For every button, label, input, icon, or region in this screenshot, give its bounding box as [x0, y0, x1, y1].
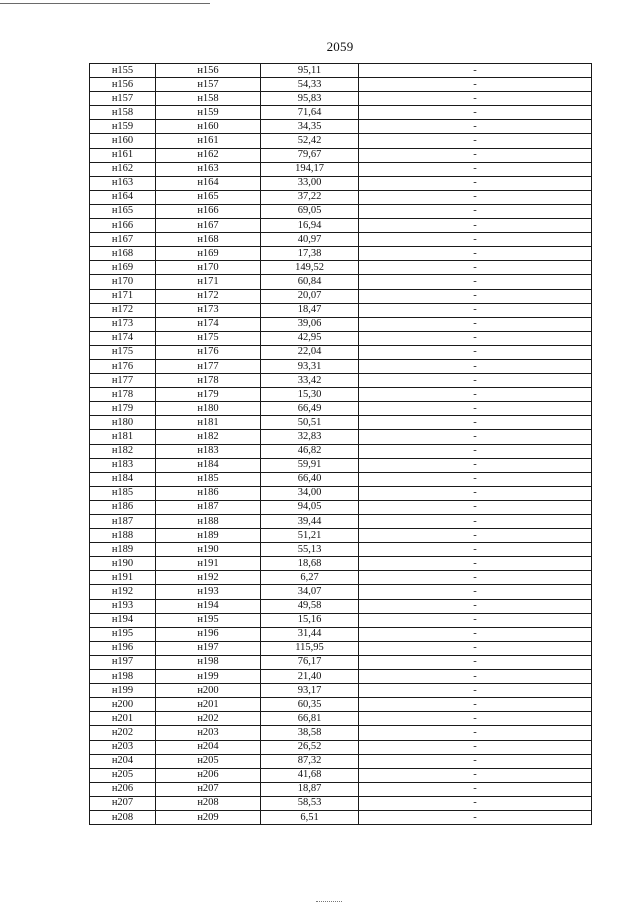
to-point-cell: н161	[156, 134, 261, 148]
to-point-cell: н185	[156, 472, 261, 486]
from-point-cell: н176	[90, 359, 156, 373]
table-row	[90, 416, 592, 430]
to-point-cell: н157	[156, 78, 261, 92]
length-cell: 66,40	[261, 472, 359, 486]
from-point-cell: н155	[90, 64, 156, 78]
from-point-cell: н175	[90, 345, 156, 359]
table-row	[90, 331, 592, 345]
table-row	[90, 599, 592, 613]
to-point-cell: н156	[156, 64, 261, 78]
to-point-cell: н201	[156, 698, 261, 712]
from-point-cell: н186	[90, 500, 156, 514]
length-cell: 32,83	[261, 430, 359, 444]
table-row	[90, 472, 592, 486]
from-point-cell: н183	[90, 458, 156, 472]
table-row	[90, 712, 592, 726]
to-point-cell: н166	[156, 204, 261, 218]
length-cell: 76,17	[261, 655, 359, 669]
to-point-cell: н199	[156, 670, 261, 684]
description-cell: -	[359, 275, 592, 289]
from-point-cell: н199	[90, 684, 156, 698]
description-cell: -	[359, 472, 592, 486]
table-row	[90, 78, 592, 92]
to-point-cell: н173	[156, 303, 261, 317]
table-row	[90, 148, 592, 162]
from-point-cell: н182	[90, 444, 156, 458]
length-cell: 31,44	[261, 627, 359, 641]
to-point-cell: н158	[156, 92, 261, 106]
to-point-cell: н170	[156, 261, 261, 275]
to-point-cell: н160	[156, 120, 261, 134]
from-point-cell: н194	[90, 613, 156, 627]
from-point-cell: н170	[90, 275, 156, 289]
to-point-cell: н194	[156, 599, 261, 613]
to-point-cell: н189	[156, 529, 261, 543]
from-point-cell: н165	[90, 204, 156, 218]
length-cell: 18,87	[261, 782, 359, 796]
description-cell: -	[359, 190, 592, 204]
length-cell: 34,35	[261, 120, 359, 134]
description-cell: -	[359, 219, 592, 233]
description-cell: -	[359, 782, 592, 796]
description-cell: -	[359, 684, 592, 698]
length-cell: 39,06	[261, 317, 359, 331]
table-row	[90, 796, 592, 810]
boundary-segments-table	[89, 63, 592, 825]
length-cell: 52,42	[261, 134, 359, 148]
from-point-cell: н195	[90, 627, 156, 641]
length-cell: 50,51	[261, 416, 359, 430]
description-cell: -	[359, 148, 592, 162]
to-point-cell: н204	[156, 740, 261, 754]
table-row	[90, 810, 592, 824]
table-row	[90, 261, 592, 275]
from-point-cell: н158	[90, 106, 156, 120]
to-point-cell: н205	[156, 754, 261, 768]
length-cell: 18,68	[261, 557, 359, 571]
length-cell: 93,17	[261, 684, 359, 698]
length-cell: 58,53	[261, 796, 359, 810]
page-number: 2059	[326, 39, 354, 54]
length-cell: 33,42	[261, 374, 359, 388]
to-point-cell: н193	[156, 585, 261, 599]
table-row	[90, 515, 592, 529]
table-row	[90, 134, 592, 148]
from-point-cell: н196	[90, 641, 156, 655]
from-point-cell: н202	[90, 726, 156, 740]
table-row	[90, 359, 592, 373]
from-point-cell: н167	[90, 233, 156, 247]
length-cell: 94,05	[261, 500, 359, 514]
table-row	[90, 120, 592, 134]
description-cell: -	[359, 289, 592, 303]
to-point-cell: н192	[156, 571, 261, 585]
to-point-cell: н171	[156, 275, 261, 289]
from-point-cell: н174	[90, 331, 156, 345]
description-cell: -	[359, 374, 592, 388]
table-row	[90, 543, 592, 557]
to-point-cell: н202	[156, 712, 261, 726]
length-cell: 21,40	[261, 670, 359, 684]
description-cell: -	[359, 726, 592, 740]
from-point-cell: н204	[90, 754, 156, 768]
length-cell: 60,35	[261, 698, 359, 712]
length-cell: 66,49	[261, 402, 359, 416]
from-point-cell: н188	[90, 529, 156, 543]
length-cell: 59,91	[261, 458, 359, 472]
description-cell: -	[359, 120, 592, 134]
from-point-cell: н208	[90, 810, 156, 824]
description-cell: -	[359, 655, 592, 669]
description-cell: -	[359, 670, 592, 684]
length-cell: 15,30	[261, 388, 359, 402]
length-cell: 26,52	[261, 740, 359, 754]
description-cell: -	[359, 613, 592, 627]
length-cell: 115,95	[261, 641, 359, 655]
table-row	[90, 557, 592, 571]
to-point-cell: н206	[156, 768, 261, 782]
length-cell: 69,05	[261, 204, 359, 218]
table-row	[90, 768, 592, 782]
from-point-cell: н203	[90, 740, 156, 754]
description-cell: -	[359, 233, 592, 247]
from-point-cell: н197	[90, 655, 156, 669]
description-cell: -	[359, 92, 592, 106]
table-row	[90, 782, 592, 796]
from-point-cell: н206	[90, 782, 156, 796]
to-point-cell: н183	[156, 444, 261, 458]
from-point-cell: н178	[90, 388, 156, 402]
to-point-cell: н176	[156, 345, 261, 359]
description-cell: -	[359, 78, 592, 92]
table-row	[90, 374, 592, 388]
description-cell: -	[359, 754, 592, 768]
from-point-cell: н160	[90, 134, 156, 148]
table-row	[90, 388, 592, 402]
table-row	[90, 500, 592, 514]
length-cell: 22,04	[261, 345, 359, 359]
from-point-cell: н156	[90, 78, 156, 92]
from-point-cell: н180	[90, 416, 156, 430]
table-row	[90, 64, 592, 78]
to-point-cell: н162	[156, 148, 261, 162]
to-point-cell: н200	[156, 684, 261, 698]
description-cell: -	[359, 585, 592, 599]
from-point-cell: н193	[90, 599, 156, 613]
description-cell: -	[359, 402, 592, 416]
length-cell: 20,07	[261, 289, 359, 303]
from-point-cell: н166	[90, 219, 156, 233]
description-cell: -	[359, 247, 592, 261]
description-cell: -	[359, 261, 592, 275]
description-cell: -	[359, 599, 592, 613]
length-cell: 42,95	[261, 331, 359, 345]
table-row	[90, 190, 592, 204]
table-row	[90, 430, 592, 444]
to-point-cell: н172	[156, 289, 261, 303]
length-cell: 46,82	[261, 444, 359, 458]
description-cell: -	[359, 303, 592, 317]
table-row	[90, 176, 592, 190]
to-point-cell: н197	[156, 641, 261, 655]
to-point-cell: н186	[156, 486, 261, 500]
length-cell: 54,33	[261, 78, 359, 92]
to-point-cell: н175	[156, 331, 261, 345]
length-cell: 33,00	[261, 176, 359, 190]
to-point-cell: н188	[156, 515, 261, 529]
from-point-cell: н173	[90, 317, 156, 331]
table-row	[90, 740, 592, 754]
from-point-cell: н161	[90, 148, 156, 162]
description-cell: -	[359, 388, 592, 402]
from-point-cell: н179	[90, 402, 156, 416]
length-cell: 15,16	[261, 613, 359, 627]
description-cell: -	[359, 571, 592, 585]
length-cell: 55,13	[261, 543, 359, 557]
length-cell: 51,21	[261, 529, 359, 543]
to-point-cell: н182	[156, 430, 261, 444]
length-cell: 194,17	[261, 162, 359, 176]
description-cell: -	[359, 768, 592, 782]
table-row	[90, 486, 592, 500]
to-point-cell: н180	[156, 402, 261, 416]
table-row	[90, 106, 592, 120]
from-point-cell: н205	[90, 768, 156, 782]
description-cell: -	[359, 557, 592, 571]
to-point-cell: н179	[156, 388, 261, 402]
length-cell: 6,27	[261, 571, 359, 585]
from-point-cell: н185	[90, 486, 156, 500]
table-row	[90, 655, 592, 669]
to-point-cell: н208	[156, 796, 261, 810]
table-row	[90, 585, 592, 599]
from-point-cell: н191	[90, 571, 156, 585]
description-cell: -	[359, 529, 592, 543]
table-row	[90, 754, 592, 768]
length-cell: 17,38	[261, 247, 359, 261]
from-point-cell: н200	[90, 698, 156, 712]
table-row	[90, 627, 592, 641]
to-point-cell: н165	[156, 190, 261, 204]
to-point-cell: н195	[156, 613, 261, 627]
from-point-cell: н169	[90, 261, 156, 275]
table-row	[90, 345, 592, 359]
description-cell: -	[359, 416, 592, 430]
to-point-cell: н187	[156, 500, 261, 514]
length-cell: 34,00	[261, 486, 359, 500]
table-row	[90, 670, 592, 684]
description-cell: -	[359, 500, 592, 514]
length-cell: 18,47	[261, 303, 359, 317]
description-cell: -	[359, 162, 592, 176]
table-row	[90, 458, 592, 472]
to-point-cell: н181	[156, 416, 261, 430]
table-row	[90, 684, 592, 698]
to-point-cell: н159	[156, 106, 261, 120]
description-cell: -	[359, 359, 592, 373]
from-point-cell: н177	[90, 374, 156, 388]
to-point-cell: н203	[156, 726, 261, 740]
description-cell: -	[359, 698, 592, 712]
to-point-cell: н178	[156, 374, 261, 388]
table-row	[90, 641, 592, 655]
table-row	[90, 726, 592, 740]
from-point-cell: н192	[90, 585, 156, 599]
to-point-cell: н163	[156, 162, 261, 176]
from-point-cell: н171	[90, 289, 156, 303]
scan-edge-mark	[316, 901, 342, 902]
to-point-cell: н191	[156, 557, 261, 571]
from-point-cell: н162	[90, 162, 156, 176]
to-point-cell: н177	[156, 359, 261, 373]
from-point-cell: н201	[90, 712, 156, 726]
from-point-cell: н157	[90, 92, 156, 106]
from-point-cell: н198	[90, 670, 156, 684]
table-row	[90, 233, 592, 247]
to-point-cell: н198	[156, 655, 261, 669]
to-point-cell: н196	[156, 627, 261, 641]
description-cell: -	[359, 444, 592, 458]
length-cell: 79,67	[261, 148, 359, 162]
to-point-cell: н207	[156, 782, 261, 796]
to-point-cell: н164	[156, 176, 261, 190]
description-cell: -	[359, 64, 592, 78]
table-row	[90, 402, 592, 416]
to-point-cell: н184	[156, 458, 261, 472]
to-point-cell: н190	[156, 543, 261, 557]
description-cell: -	[359, 106, 592, 120]
table-row	[90, 571, 592, 585]
table-row	[90, 92, 592, 106]
table-row	[90, 444, 592, 458]
from-point-cell: н184	[90, 472, 156, 486]
description-cell: -	[359, 810, 592, 824]
from-point-cell: н172	[90, 303, 156, 317]
description-cell: -	[359, 317, 592, 331]
length-cell: 41,68	[261, 768, 359, 782]
scan-edge-line	[0, 3, 210, 4]
length-cell: 6,51	[261, 810, 359, 824]
length-cell: 16,94	[261, 219, 359, 233]
length-cell: 87,32	[261, 754, 359, 768]
description-cell: -	[359, 712, 592, 726]
to-point-cell: н167	[156, 219, 261, 233]
length-cell: 93,31	[261, 359, 359, 373]
table-row	[90, 275, 592, 289]
from-point-cell: н168	[90, 247, 156, 261]
length-cell: 95,11	[261, 64, 359, 78]
length-cell: 40,97	[261, 233, 359, 247]
description-cell: -	[359, 134, 592, 148]
table-row	[90, 162, 592, 176]
length-cell: 149,52	[261, 261, 359, 275]
description-cell: -	[359, 740, 592, 754]
length-cell: 60,84	[261, 275, 359, 289]
length-cell: 39,44	[261, 515, 359, 529]
table-row	[90, 303, 592, 317]
table-row	[90, 317, 592, 331]
length-cell: 37,22	[261, 190, 359, 204]
length-cell: 71,64	[261, 106, 359, 120]
length-cell: 49,58	[261, 599, 359, 613]
from-point-cell: н163	[90, 176, 156, 190]
table-row	[90, 698, 592, 712]
description-cell: -	[359, 331, 592, 345]
description-cell: -	[359, 796, 592, 810]
table-row	[90, 613, 592, 627]
description-cell: -	[359, 430, 592, 444]
from-point-cell: н187	[90, 515, 156, 529]
description-cell: -	[359, 458, 592, 472]
from-point-cell: н189	[90, 543, 156, 557]
from-point-cell: н207	[90, 796, 156, 810]
to-point-cell: н168	[156, 233, 261, 247]
table-row	[90, 529, 592, 543]
description-cell: -	[359, 641, 592, 655]
description-cell: -	[359, 515, 592, 529]
to-point-cell: н209	[156, 810, 261, 824]
from-point-cell: н190	[90, 557, 156, 571]
description-cell: -	[359, 345, 592, 359]
length-cell: 34,07	[261, 585, 359, 599]
description-cell: -	[359, 486, 592, 500]
description-cell: -	[359, 204, 592, 218]
table-row	[90, 289, 592, 303]
from-point-cell: н181	[90, 430, 156, 444]
table-body	[90, 64, 592, 825]
table-row	[90, 247, 592, 261]
to-point-cell: н174	[156, 317, 261, 331]
from-point-cell: н159	[90, 120, 156, 134]
description-cell: -	[359, 176, 592, 190]
length-cell: 66,81	[261, 712, 359, 726]
to-point-cell: н169	[156, 247, 261, 261]
description-cell: -	[359, 543, 592, 557]
description-cell: -	[359, 627, 592, 641]
table-row	[90, 219, 592, 233]
length-cell: 38,58	[261, 726, 359, 740]
length-cell: 95,83	[261, 92, 359, 106]
from-point-cell: н164	[90, 190, 156, 204]
table-row	[90, 204, 592, 218]
